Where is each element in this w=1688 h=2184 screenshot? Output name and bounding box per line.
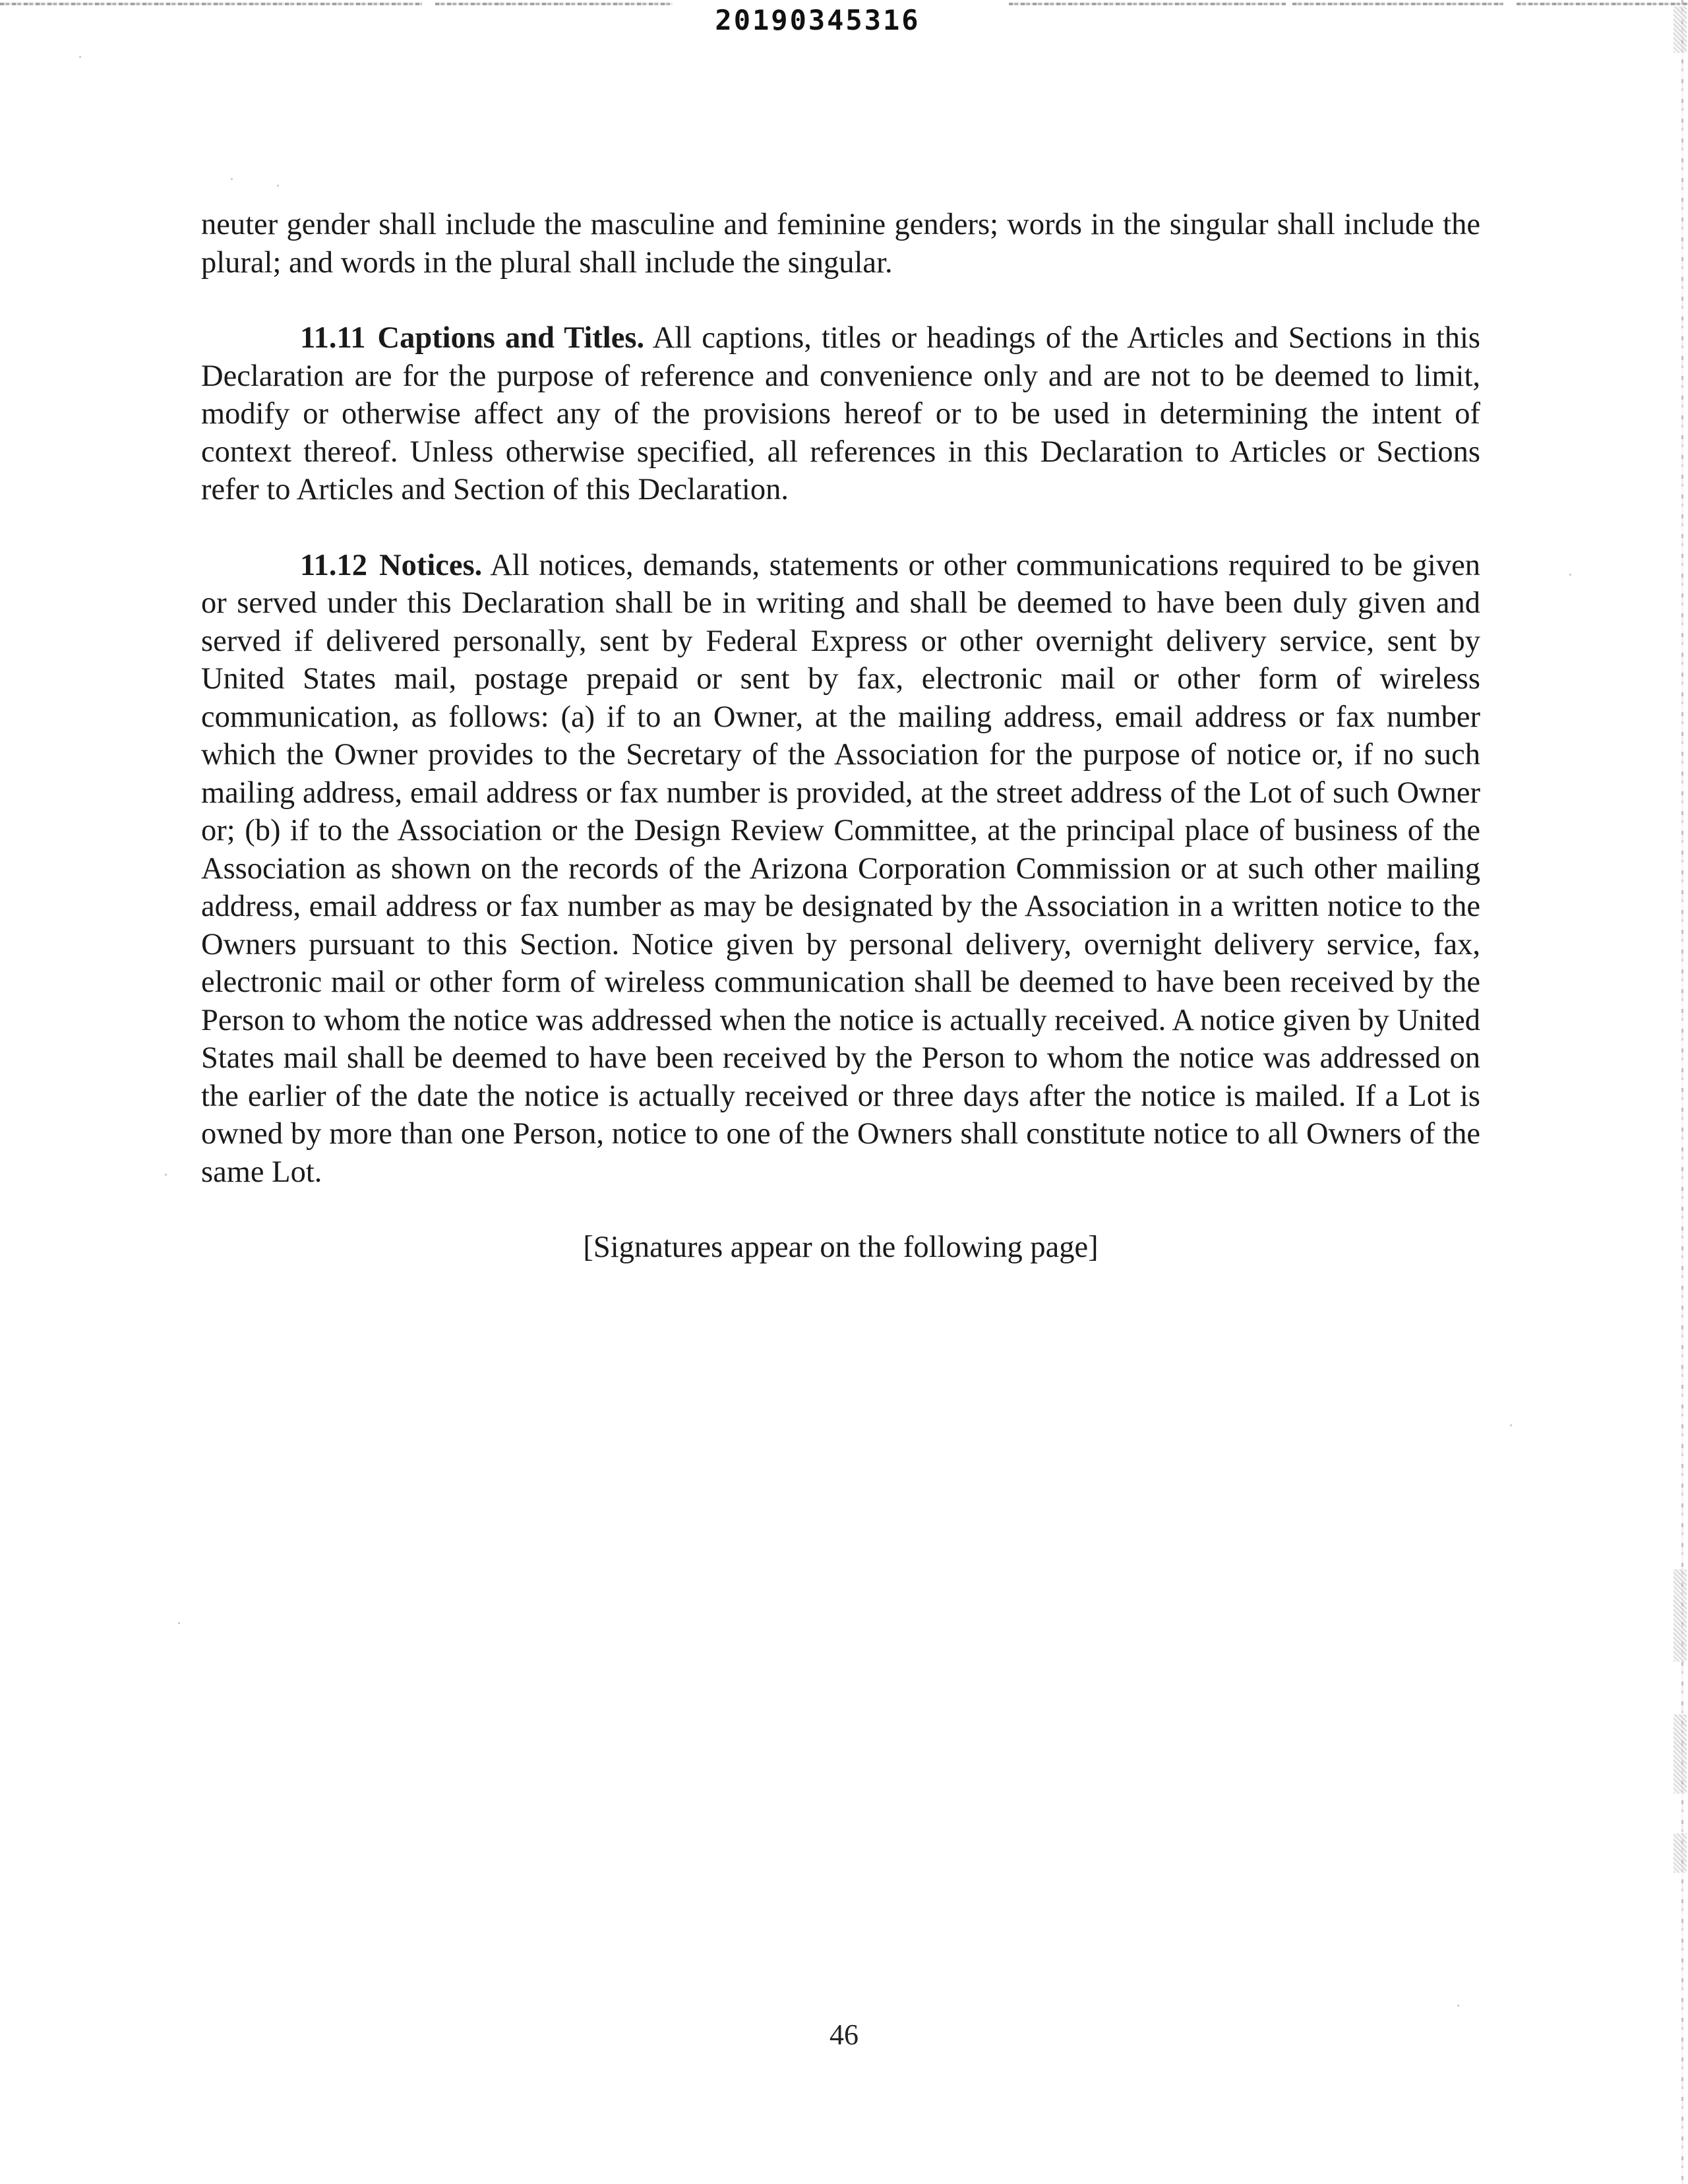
document-body (201, 206, 1480, 1267)
continuation-paragraph: neuter gender shall include the masculine and feminine genders; words in the singular shall include the plural; and words in the plural shall include the singular. (201, 208, 1480, 280)
scan-speck (231, 178, 233, 180)
scan-speck (1457, 2005, 1459, 2007)
scan-speck (178, 1622, 180, 1624)
scan-speck (1569, 574, 1571, 576)
scan-speck (277, 185, 279, 187)
section-11-11 (201, 319, 1480, 509)
scan-speck (165, 1174, 167, 1176)
recording-number: 20190345316 (715, 4, 920, 36)
section-11-12 (201, 547, 1480, 1192)
section-title: Notices. (379, 548, 483, 582)
section-text: All captions, titles or headings of the Articles and Sections in this Declaration are for the purpose of reference and convenience only and are not to be deemed to limit, modify or otherwise affect any of the provisions hereof or to be used in determining the intent of context thereof. Unless otherwise specified, all references in this Declaration to Articles or Sections refer to Articles and Section of this Declaration. (201, 321, 1481, 506)
page-number: 46 (829, 2018, 859, 2051)
section-number: 11.11 (300, 321, 366, 355)
scan-speck (1510, 1424, 1512, 1426)
section-title: Captions and Titles. (377, 321, 645, 355)
signatures-note: [Signatures appear on the following page] (583, 1230, 1099, 1264)
section-text: All notices, demands, statements or other communications required to be given or served under this Declaration shall be in writing and shall be deemed to have been duly given and served if delivered personally, sent by Federal Express or other overnight delivery service, sent by United States mail, postage prepaid or sent by fax, electronic mail or other form of wireless communication, as follows: (a) if to an Owner, at the mailing address, email address or fax number which the Owner provides to the Secretary of the Association for the purpose of notice or, if no such mailing address, email address or fax number is provided, at the street address of the Lot of such Owner or; (b) if to the Association or the Design Review Committee, at the principal place of business of the Association as shown on the records of the Arizona Corporation Commission or at such other mailing address, email address or fax number as may be designated by the Association in a written notice to the Owners pursuant to this Section. Notice given by personal delivery, overnight delivery service, fax, electronic mail or other form of wireless communication shall be deemed to have been received by the Person to whom the notice was addressed when the notice is actually received. A notice given by United States mail shall be deemed to have been received by the Person to whom the notice was addressed on the earlier of the date the notice is actually received or three days after the notice is mailed. If a Lot is owned by more than one Person, notice to one of the Owners shall constitute notice to all Owners of the same Lot. (201, 548, 1480, 1189)
scan-speck (79, 56, 81, 58)
scan-edge-right (1668, 0, 1688, 2184)
section-number: 11.12 (300, 548, 368, 582)
